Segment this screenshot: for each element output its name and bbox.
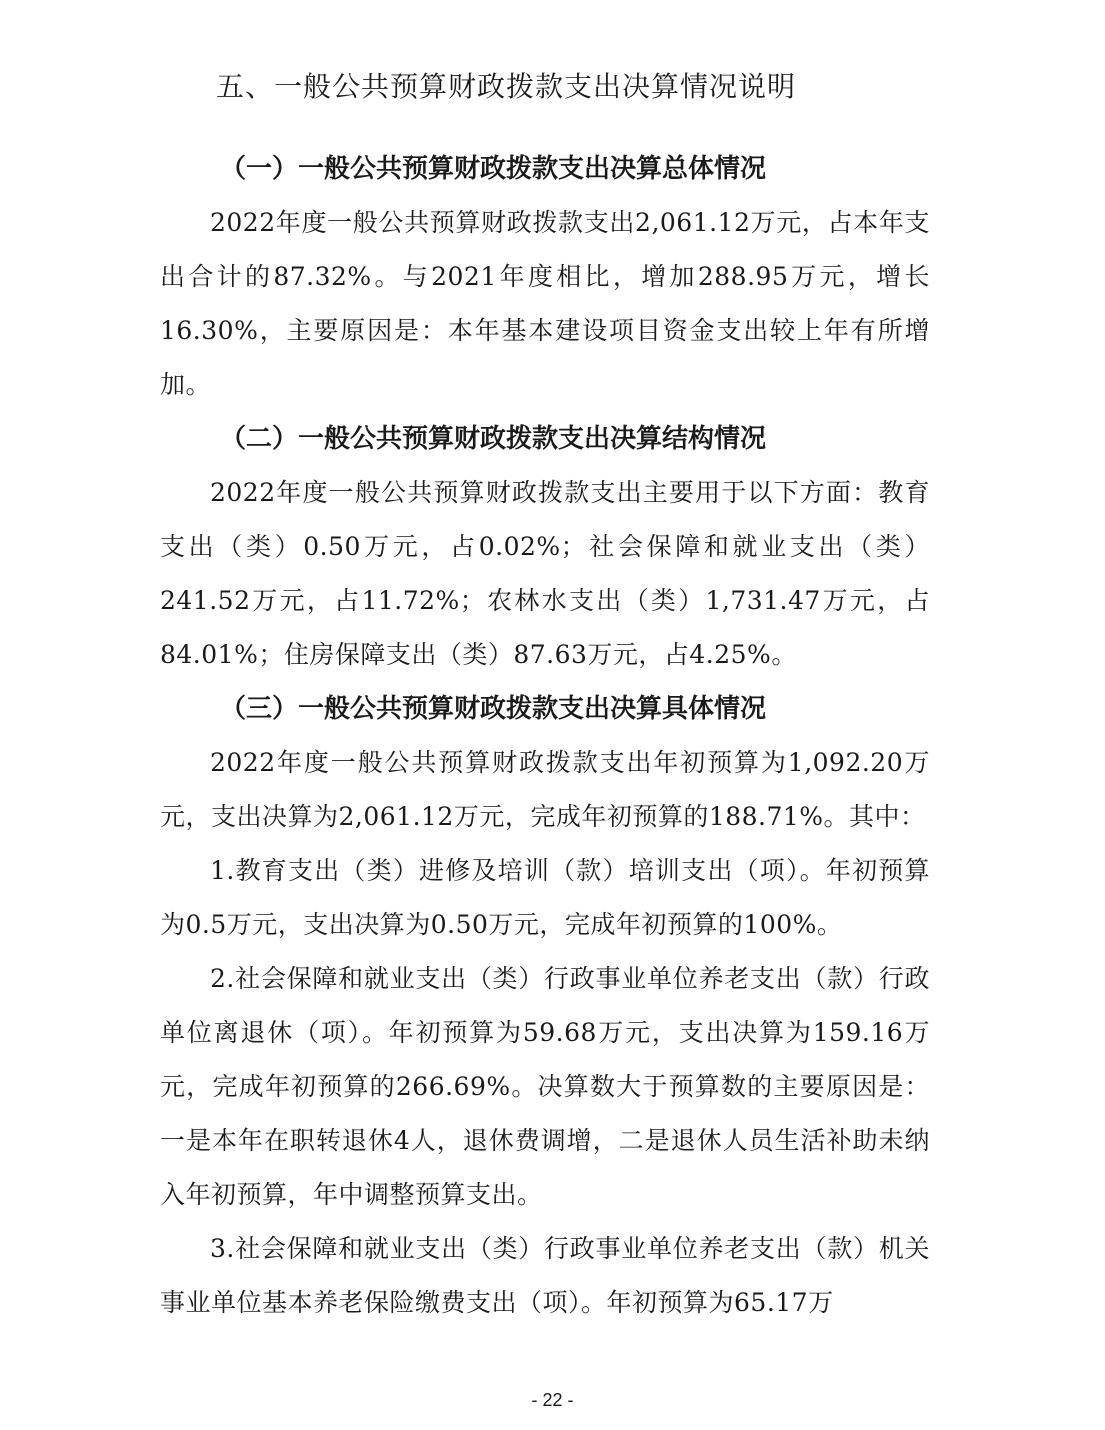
page-number: - 22 - <box>531 1390 574 1410</box>
paragraph-structure: 2022年度一般公共预算财政拨款支出主要用于以下方面：教育支出（类）0.50万元，占0.02%；社会保障和就业支出（类）241.52万元，占11.72%；农林水支出（类）1,731.47万元，占84.01%；住房保障支出（类）87.63万元，占4.25%。 <box>160 478 930 669</box>
subsection-heading-1: （一）一般公共预算财政拨款支出决算总体情况 <box>220 154 767 184</box>
subsection-heading-2: （二）一般公共预算财政拨款支出决算结构情况 <box>220 424 767 454</box>
paragraph-details-intro: 2022年度一般公共预算财政拨款支出年初预算为1,092.20万元，支出决算为2,061.12万元，完成年初预算的188.71%。其中： <box>160 748 930 831</box>
subsection-heading-3: （三）一般公共预算财政拨款支出决算具体情况 <box>220 694 767 724</box>
paragraph-item-1: 1.教育支出（类）进修及培训（款）培训支出（项）。年初预算为0.5万元，支出决算为0.50万元，完成年初预算的100%。 <box>160 856 930 939</box>
paragraph-overall: 2022年度一般公共预算财政拨款支出2,061.12万元，占本年支出合计的87.32%。与2021年度相比，增加288.95万元，增长16.30%，主要原因是：本年基本建设项目资金支出较上年有所增加。 <box>160 208 930 399</box>
document-body <box>160 142 930 1330</box>
paragraph-item-2: 2.社会保障和就业支出（类）行政事业单位养老支出（款）行政单位离退休（项）。年初预算为59.68万元，支出决算为159.16万元，完成年初预算的266.69%。决算数大于预算数的主要原因是：一是本年在职转退休4人，退休费调增，二是退休人员生活补助未纳入年初预算，年中调整预算支出。 <box>160 964 930 1209</box>
section-title: 五、一般公共预算财政拨款支出决算情况说明 <box>216 70 797 103</box>
paragraph-item-3: 3.社会保障和就业支出（类）行政事业单位养老支出（款）机关事业单位基本养老保险缴费支出（项）。年初预算为65.17万 <box>160 1234 930 1317</box>
